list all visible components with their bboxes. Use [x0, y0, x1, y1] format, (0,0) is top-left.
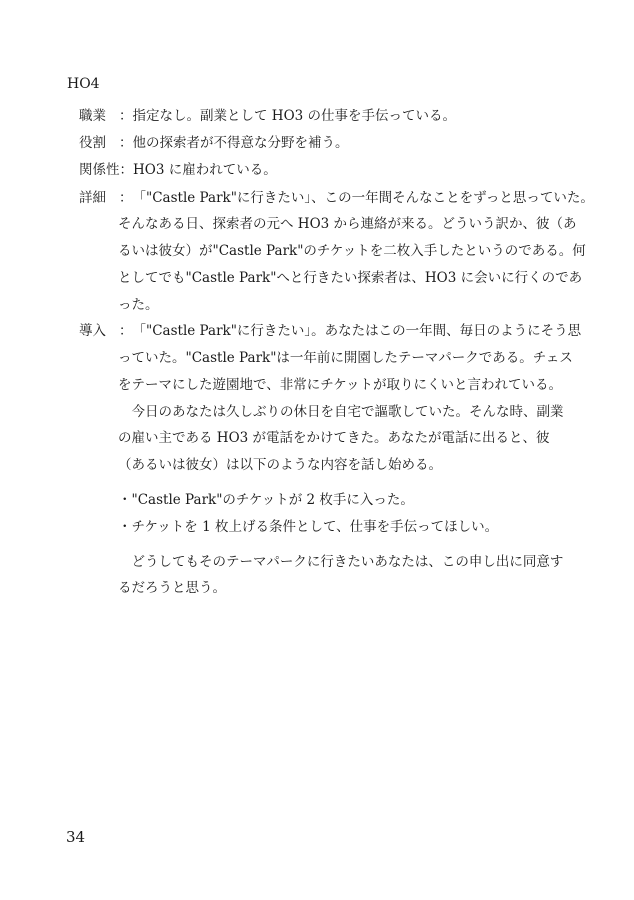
relationship-value: HO3 に雇われている。	[133, 162, 277, 178]
role-separator: ：	[119, 135, 133, 151]
introduction-line: 「"Castle Park"に行きたい」。あなたはこの一年間、毎日のようにそう思	[132, 323, 582, 339]
closing-line: どうしてもそのテーマパークに行きたいあなたは、この申し出に同意す	[118, 554, 564, 570]
bullet-item: ・チケットを 1 枚上げる条件として、仕事を手伝ってほしい。	[118, 519, 499, 535]
occupation-separator: ：	[119, 108, 133, 124]
closing-line: るだろうと思う。	[118, 580, 226, 596]
introduction-row	[79, 321, 581, 341]
bullet-item: ・"Castle Park"のチケットが 2 枚手に入った。	[118, 492, 414, 508]
occupation-row	[79, 106, 456, 126]
introduction-line: っていた。"Castle Park"は一年前に開園したテーマパークである。チェス	[118, 350, 573, 366]
introduction-line: の雇い主である HO3 が電話をかけてきた。あなたが電話に出ると、彼	[118, 430, 550, 446]
introduction-line: をテーマにした遊園地で、非常にチケットが取りにくいと言われている。	[118, 377, 563, 393]
section-heading: HO4	[67, 76, 100, 92]
details-line: 「"Castle Park"に行きたい」、この一年間そんなことをずっと思っていた。	[132, 190, 594, 206]
occupation-value: 指定なし。副業として HO3 の仕事を手伝っている。	[132, 108, 457, 124]
page-number: 34	[66, 828, 86, 846]
role-row	[79, 133, 349, 153]
details-separator: ：	[119, 190, 133, 206]
introduction-line: （あるいは彼女）は以下のような内容を話し始める。	[118, 457, 442, 473]
relationship-separator: ：	[119, 162, 133, 178]
role-label: 役割	[79, 135, 106, 151]
occupation-label: 職業	[79, 108, 106, 124]
introduction-label: 導入	[79, 323, 106, 339]
details-label: 詳細	[79, 190, 106, 206]
details-line: るいは彼女）が"Castle Park"のチケットを二枚入手したというのである。何	[118, 243, 586, 259]
details-row	[79, 188, 594, 208]
details-line: としてでも"Castle Park"へと行きたい探索者は、HO3 に会いに行くのであ	[118, 270, 583, 286]
details-line: った。	[118, 297, 159, 313]
relationship-row	[79, 160, 277, 180]
relationship-label: 関係性	[79, 162, 120, 178]
role-value: 他の探索者が不得意な分野を補う。	[132, 135, 349, 151]
introduction-separator: ：	[119, 323, 133, 339]
introduction-line: 今日のあなたは久しぶりの休日を自宅で謳歌していた。そんな時、副業	[118, 404, 564, 420]
details-line: そんなある日、探索者の元へ HO3 から連絡が来る。どういう訳か、彼（あ	[118, 216, 577, 232]
